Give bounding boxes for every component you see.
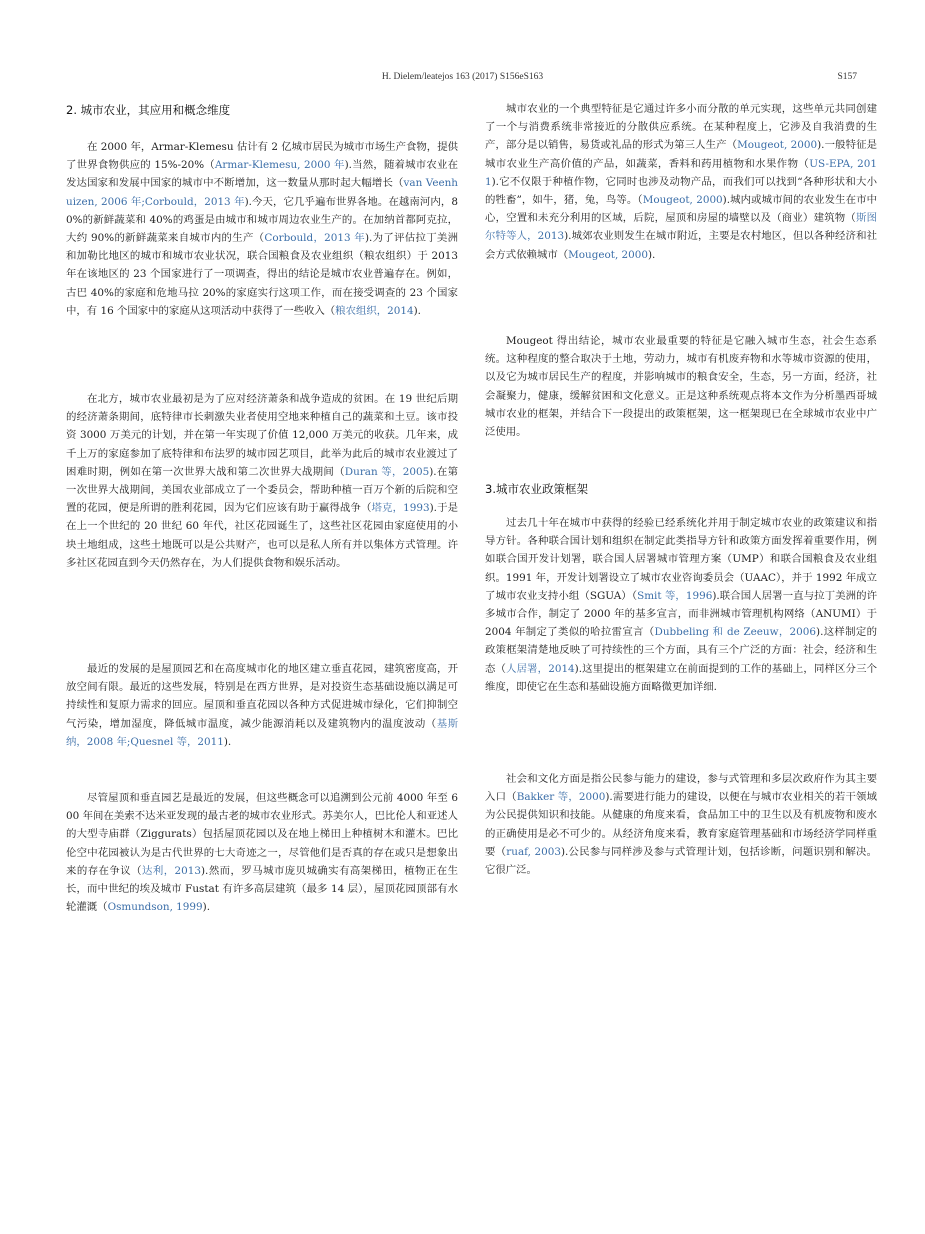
text-run: ).在第一次世界大战期间，美国农业部成立了一个委员会，帮助种植一百万个新的后院和空置的花园，便是所谓的胜利花园，因为它们应该有助于赢得战争（ <box>66 465 459 515</box>
citation-link[interactable]: Dubbeling 和 de Zeeuw，2006 <box>654 626 817 639</box>
citation-link[interactable]: Duran 等，2005 <box>344 465 430 478</box>
text-run: ).这里提出的框架建立在前面提到的工作的基础上，同样区分三个维度，即使它在生态和基础设施方面略微更加详细. <box>485 662 878 693</box>
citation-link[interactable]: Mougeot, 2000 <box>642 194 723 207</box>
text-run: ).当然，随着城市农业在发达国家和发展中国家的城市中不断增加，这一数量从那时起大幅增长（ <box>66 159 458 190</box>
citation-link[interactable]: Osmundson, 1999 <box>107 901 203 914</box>
page-number: S157 <box>837 72 857 82</box>
text-run: 尽管屋顶和垂直园艺是最近的发展，但这些概念可以追溯到公元前 4000 年至 600 年间在美索不达米亚发现的最古老的城市农业形式。苏美尔人，巴比伦人和亚述人的大型寺庙群（Ziggurats）包括屋顶花园以及在地上梯田上种植树木和灌木。巴比伦空中花园被认为是古代世界的七大奇迹之一，尽管他们是否真的存在或只是想象出来的存在争议（ <box>66 792 458 877</box>
section-2-heading: 2. 城市农业，其应用和概念维度 <box>66 103 231 117</box>
citation-link[interactable]: 塔克，1993 <box>371 502 430 515</box>
citation-link[interactable]: Smit 等，1996 <box>637 589 713 602</box>
text-run: 在北方，城市农业最初是为了应对经济萧条和战争造成的贫困。在 19 世纪后期的经济萧条期间，底特律市长刺激失业者使用空地来种植自己的蔬菜和土豆。该市投资 3000 万美元的计划，并在第一年实现了价值 12,000 万美元的收获。几年来，成千上万的家庭参加了底特律和布法罗的城市园艺项目，此举为此后的城市农业渡过了困难时期，例如在第一次世界大战和第二次世界大战期间（ <box>66 393 458 478</box>
citation-link[interactable]: van Veenhuizen, 2006 年;Corbould，2013 年 <box>66 177 458 208</box>
text-run: ).这样制定的政策框架清楚地反映了可持续性的三个方面，具有三个广泛的方面：社会，经济和生态（ <box>485 626 877 675</box>
text-run: ).于是在上一个世纪的 20 世纪 60 年代，社区花园诞生了，这些社区花园由家庭使用的小块土地组成，这些土地既可以是公共财产，也可以是私人所有并以集体方式管理。许多社区花园直到今天仍然存在，为人们提供食物和娱乐活动。 <box>66 502 459 569</box>
citation-link[interactable]: 粮农组织，2014 <box>335 304 414 317</box>
citation-link[interactable]: US-EPA, 2011 <box>485 157 877 188</box>
text-run: ). <box>202 901 210 914</box>
section-3-heading: 3.城市农业政策框架 <box>485 482 588 496</box>
text-run: ).城内或城市间的农业发生在市中心，空置和未充分利用的区域，后院，屋顶和房屋的墙壁以及（商业）建筑物（ <box>485 194 877 225</box>
text-run: ). <box>413 304 421 317</box>
text-run: ).联合国人居署一直与拉丁美洲的许多城市合作，制定了 2000 年的基多宣言，而非洲城市管理机构网络（ANUMI）于 2004 年制定了类似的哈拉雷宣言（ <box>485 589 877 639</box>
citation-link[interactable]: 斯图尔特等人，2013 <box>485 212 878 243</box>
text-run: 过去几十年在城市中获得的经验已经系统化并用于制定城市农业的政策建议和指导方针。各种联合国计划和组织在制定此类指导方针和政策方面发挥着重要作用，例如联合国开发计划署，联合国人居署城市管理方案（UMP）和联合国粮食及农业组织。1991 年，开发计划署设立了城市农业咨询委员会（UAAC），并于 1992 年成立了城市农业支持小组（SGUA）（ <box>485 517 877 602</box>
text-run: Mougeot 得出结论，城市农业最重要的特征是它融入城市生态，社会生态系统。这种程度的整合取决于土地，劳动力，城市有机废弃物和水等城市资源的使用，以及它为城市居民生产的程度，并影响城市的粮食安全，生态，另一方面，经济，社会凝聚力，健康，缓解贫困和文化意义。正是这种系统观点将本文作为分析墨西哥城城市农业的框架，并结合下一段提出的政策框架，这一框架现已在全球城市农业中广泛使用。 <box>485 335 877 439</box>
paragraph <box>485 332 877 441</box>
text-run: ). <box>223 735 232 748</box>
journal-citation: H. Dielem/leatejos 163 (2017) S156eS163 <box>381 72 544 82</box>
text-run: ).今天，它几乎遍布世界各地。在越南河内，80%的新鲜蔬菜和 40%的鸡蛋是由城市和城市周边农业生产的。在加纳首都阿克拉，大约 90%的新鲜蔬菜来自城市内的生产（ <box>66 195 458 245</box>
text-run: ).需要进行能力的建设，以便在与城市农业相关的若干领域为公民提供知识和技能。从健康的角度来看，食品加工中的卫生以及有机废物和废水的正确使用是必不可少的。从经济角度来看，教育家庭管理基础和市场经济学同样重要（ <box>485 791 877 858</box>
text-run: 社会和文化方面是指公民参与能力的建设，参与式管理和多层次政府作为其主要入口（ <box>485 773 877 804</box>
citation-link[interactable]: Mougeot, 2000 <box>568 248 648 261</box>
text-run: ). <box>648 248 656 261</box>
citation-link[interactable]: Bakker 等，2000 <box>516 791 606 804</box>
paragraph <box>66 138 458 320</box>
text-run: ).公民参与同样涉及参与式管理计划，包括诊断，问题识别和解决。它很广泛。 <box>485 845 877 877</box>
text-run: ).一般特征是城市农业生产高价值的产品，如蔬菜，香料和药用植物和水果作物（ <box>485 139 877 170</box>
citation-link[interactable]: 基斯纳，2008 年;Quesnel 等，2011 <box>66 717 458 748</box>
paragraph <box>66 660 458 751</box>
text-run: ).城郊农业则发生在城市附近，主要是农村地区，但以各种经济和社会方式依赖城市（ <box>485 230 877 261</box>
paragraph <box>66 789 458 916</box>
citation-link[interactable]: ruaf, 2003 <box>506 845 561 858</box>
running-header <box>0 72 925 86</box>
paragraph <box>66 390 458 572</box>
citation-link[interactable]: Mougeot, 2000 <box>737 139 818 152</box>
text-run: ).然而，罗马城市庞贝城确实有高架梯田，植物正在生长，而中世纪的埃及城市 Fustat 有许多高层建筑（最多 14 层），屋顶花园顶部有水轮灌溉（ <box>66 864 459 914</box>
text-run: 在 2000 年，Armar-Klemesu 估计有 2 亿城市居民为城市市场生产食物，提供了世界食物供应的 15%-20%（ <box>66 141 458 172</box>
text-run: 最近的发展的是屋顶园艺和在高度城市化的地区建立垂直花园，建筑密度高，开放空间有限。最近的这些发展，特别是在西方世界，是对投资生态基础设施以满足可持续性和复原力需求的回应。屋顶和垂直花园以各种方式促进城市绿化，它们抑制空气污染，增加湿度，降低城市温度，减少能源消耗以及建筑物内的温度波动（ <box>66 663 458 730</box>
citation-link[interactable]: 人居署，2014 <box>506 662 575 675</box>
text-run: ).为了评估拉丁美洲和加勒比地区的城市和城市农业状况，联合国粮食及农业组织（粮农组织）于 2013 年在该地区的 23 个国家进行了一项调查，得出的结论是城市农业普遍存在。例如，古巴 40%的家庭和危地马拉 20%的家庭实行这项工作，而在接受调查的 23 个国家中，有 16 个国家中的家庭从这项活动中获得了一些收入（ <box>66 232 459 317</box>
paragraph <box>485 100 877 264</box>
citation-link[interactable]: Corbould，2013 年 <box>264 232 365 245</box>
citation-link[interactable]: 达利，2013 <box>141 864 201 877</box>
text-run: 城市农业的一个典型特征是它通过许多小而分散的单元实现，这些单元共同创建了一个与消费系统非常接近的分散供应系统。在某种程度上，它涉及自我消费的生产，部分是以销售，易货或礼品的形式为第三人生产（ <box>485 103 877 152</box>
paragraph <box>485 770 877 879</box>
text-run: ).它不仅限于种植作物，它同时也涉及动物产品，而我们可以找到“各种形状和大小的牲畜”，如牛，猪，兔，鸟等。（ <box>485 175 877 207</box>
citation-link[interactable]: Armar-Klemesu, 2000 年 <box>214 159 345 172</box>
paragraph <box>485 514 877 696</box>
left-column <box>66 100 459 914</box>
